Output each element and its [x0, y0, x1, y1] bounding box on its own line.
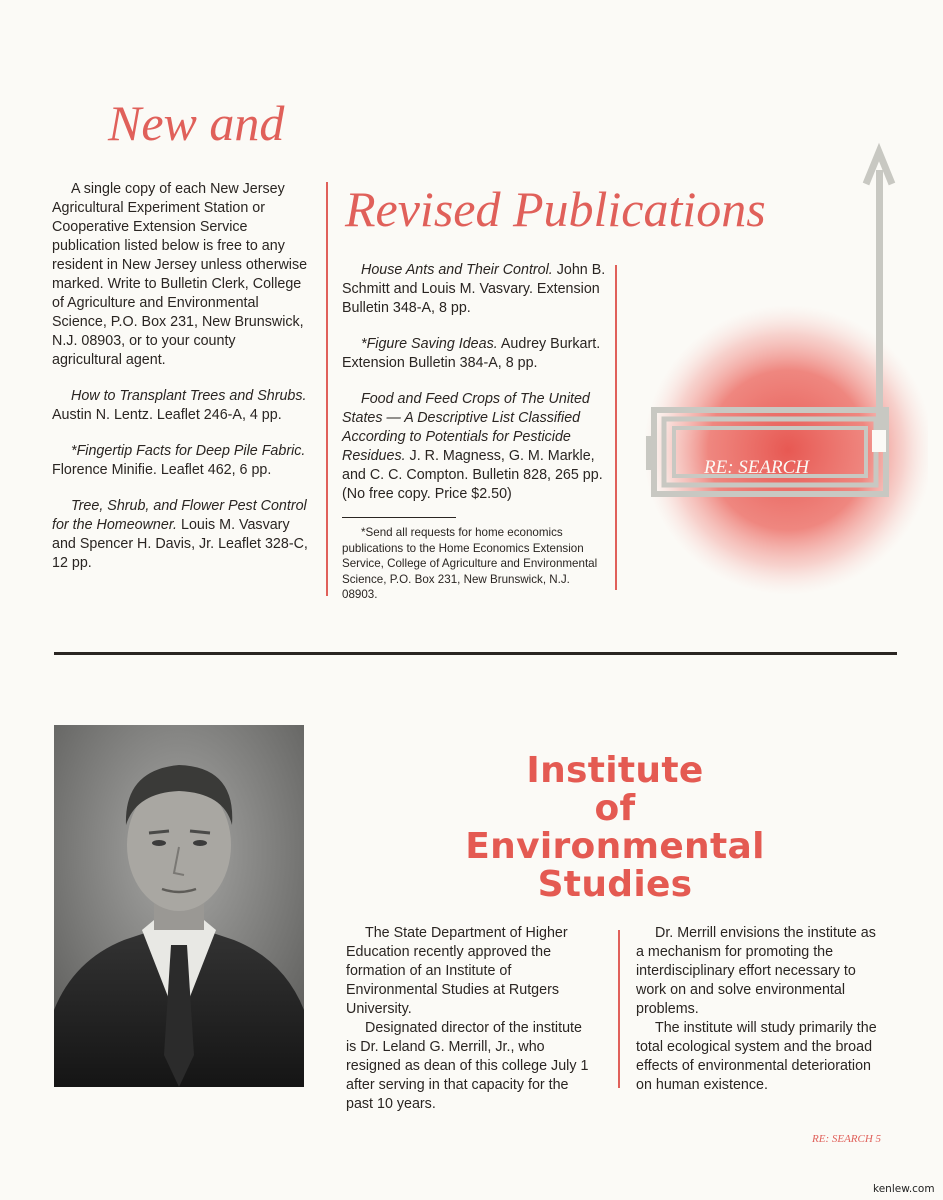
publications-column-left	[52, 180, 308, 573]
publication-title: *Fingertip Facts for Deep Pile Fabric.	[71, 443, 306, 459]
article-title	[420, 752, 810, 904]
publication-entry	[52, 442, 308, 480]
footnote-text: *Send all requests for home economics publications to the Home Economics Extension Service, College of Agriculture and Environmental Science, P.O. Box 231, New Brunswick, N.J. 08903.	[342, 526, 598, 601]
underline-rule	[342, 517, 456, 518]
publication-details: Audrey Burkart. Extension Bulletin 384-A, 8 pp.	[342, 336, 601, 371]
publication-entry	[52, 387, 308, 425]
article-title-line: Studies	[537, 864, 693, 905]
article-title-line: Institute	[526, 750, 704, 791]
publication-details: John B. Schmitt and Louis M. Vasvary. Extension Bulletin 348-A, 8 pp.	[342, 262, 606, 316]
intro-paragraph: A single copy of each New Jersey Agricultural Experiment Station or Cooperative Extension Service publication listed below is free to any resident in New Jersey unless otherwise marked. Write to Bulletin Clerk, College of Agriculture and Environmental Science, P.O. Box 231, New Brunswick, N.J. 08903, or to your county agricultural agent.	[52, 181, 308, 368]
article-column-right	[636, 924, 886, 1095]
title-new-and: New and	[108, 95, 285, 151]
logo-text: RE: SEARCH	[704, 457, 810, 478]
publication-entry	[342, 261, 610, 318]
publication-entry	[52, 497, 308, 573]
frame-shape	[646, 436, 656, 470]
publication-title: *Figure Saving Ideas.	[361, 336, 498, 352]
credit-text: kenlew.com	[873, 1183, 935, 1195]
section-divider	[54, 652, 897, 655]
publication-details: Florence Minifie. Leaflet 462, 6 pp.	[52, 462, 272, 478]
publication-title: Tree, Shrub, and Flower Pest Control for the Homeowner.	[52, 498, 307, 533]
column-divider	[326, 182, 328, 596]
publication-details: Austin N. Lentz. Leaflet 246-A, 4 pp.	[52, 407, 282, 423]
portrait-photo	[54, 725, 304, 1087]
research-logo-graphic	[628, 140, 928, 610]
arrow-shaft	[876, 170, 883, 440]
publication-title: How to Transplant Trees and Shrubs.	[71, 388, 307, 404]
title-revised-publications: Revised Publications	[345, 181, 766, 237]
frame-gap	[872, 430, 886, 452]
column-divider	[615, 265, 617, 590]
article-title-line: of	[594, 788, 636, 829]
article-paragraph: The State Department of Higher Education recently approved the formation of an Institute of Environmental Studies at Rutgers University.	[346, 925, 568, 1017]
publication-details: J. R. Magness, G. M. Markle, and C. C. Compton. Bulletin 828, 265 pp. (No free copy. Price $2.50)	[342, 448, 603, 502]
column-divider	[618, 930, 620, 1088]
article-column-left	[346, 924, 596, 1114]
publications-column-middle	[342, 261, 610, 504]
publication-title: Food and Feed Crops of The United States — A Descriptive List Classified According to Potentials for Pesticide Residues.	[342, 391, 590, 464]
publication-title: House Ants and Their Control.	[361, 262, 553, 278]
article-title-line: Environmental	[465, 826, 765, 867]
article-paragraph: Dr. Merrill envisions the institute as a mechanism for promoting the interdisciplinary effort necessary to work on and solve environmental problems.	[636, 925, 876, 1017]
article-paragraph: The institute will study primarily the total ecological system and the broad effects of environmental deterioration on human existence.	[636, 1020, 877, 1093]
footnote	[342, 525, 602, 603]
publication-entry	[342, 390, 610, 504]
article-paragraph: Designated director of the institute is Dr. Leland G. Merrill, Jr., who resigned as dean of this college July 1 after serving in that capacity for the past 10 years.	[346, 1020, 589, 1112]
publication-entry	[342, 335, 610, 373]
page-folio: RE: SEARCH 5	[812, 1133, 882, 1145]
publication-details: Louis M. Vasvary and Spencer H. Davis, Jr. Leaflet 328-C, 12 pp.	[52, 517, 308, 571]
